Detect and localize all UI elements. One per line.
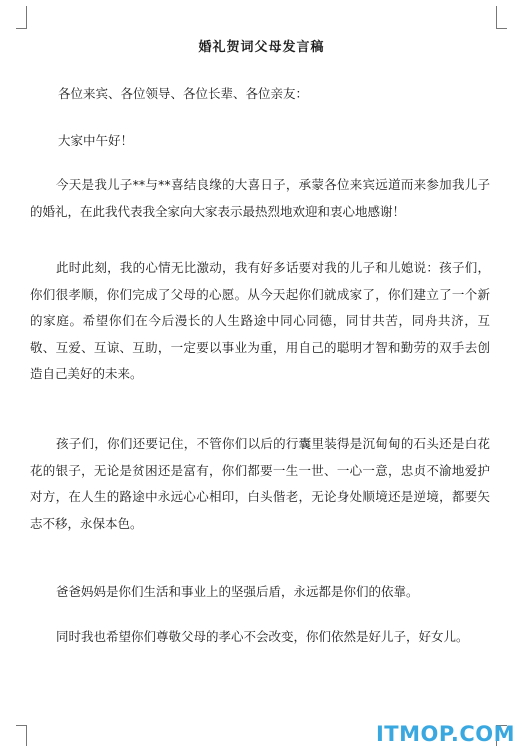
crop-mark-top-right [496,6,507,29]
site-watermark: ITMOP.COM [375,722,515,746]
crop-mark-top-left [16,6,27,29]
paragraph-5: 同时我也希望你们尊敬父母的孝心不会改变，你们依然是好儿子，好女儿。 [56,629,469,644]
crop-mark-bottom-left [16,725,27,746]
salutation-line: 大家中午好！ [58,133,134,148]
paragraph-4: 爸爸妈妈是你们生活和事业上的坚强后盾，永远都是你们的依靠。 [56,584,419,599]
paragraph-2: 此时此刻，我的心情无比激动，我有好多话要对我的儿子和儿媳说：孩子们，你们很孝顺，你们完成了父母的心愿。从今天起你们就成家了，你们建立了一个新的家庭。希望你们在今后漫长的人生路途中同心同德，同甘共苦，同舟共济，互敬、互爱、互谅、互助，一定要以事业为重，用自己的聪明才智和勤劳的双手去创造自己美好的未来。 [30,260,490,381]
paragraph-3: 孩子们，你们还要记住，不管你们以后的行囊里装得是沉甸甸的石头还是白花花的银子，无论是贫困还是富有，你们都要一生一世、一心一意，忠贞不渝地爱护对方，在人生的路途中永远心心相印，白头偕老，无论身处顺境还是逆境，都要矢志不移，永保本色。 [30,436,490,531]
paragraph-1: 今天是我儿子**与**喜结良缘的大喜日子，承蒙各位来宾远道而来参加我儿子的婚礼，在此我代表我全家向大家表示最热烈地欢迎和衷心地感谢！ [30,177,490,219]
greeting-line: 各位来宾、各位领导、各位长辈、各位亲友： [58,86,309,101]
document-title: 婚礼贺词父母发言稿 [198,40,325,55]
